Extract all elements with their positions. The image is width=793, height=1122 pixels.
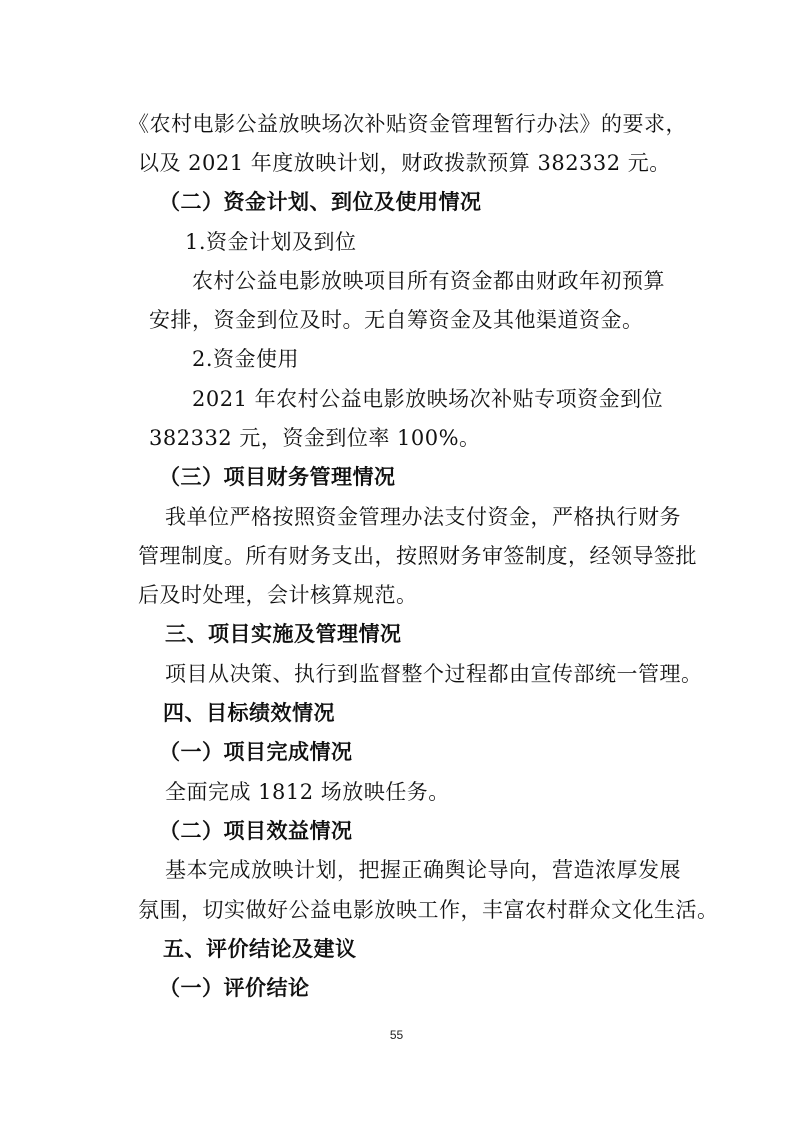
sub-item-heading: 2.资金使用 [192,347,300,371]
body-text-line: 以及 2021 年度放映计划，财政拨款预算 382332 元。 [138,151,671,175]
subsection-heading: （一）项目完成情况 [159,740,353,764]
subsection-heading: （一）评价结论 [159,976,310,1000]
body-text-line: 全面完成 1812 场放映任务。 [165,780,450,804]
page-number: 55 [389,1028,404,1042]
section-heading: 五、评价结论及建议 [163,937,357,961]
body-text-line: 我单位严格按照资金管理办法支付资金，严格执行财务 [165,505,681,529]
section-heading: 三、项目实施及管理情况 [165,622,402,646]
subsection-heading: （二）项目效益情况 [159,819,353,843]
body-text-line: 382332 元，资金到位率 100%。 [149,426,481,450]
subsection-heading: （三）项目财务管理情况 [159,465,396,489]
body-text-line: 2021 年农村公益电影放映场次补贴专项资金到位 [192,387,664,411]
sub-item-heading: 1.资金计划及到位 [185,230,357,254]
body-text-line: 基本完成放映计划，把握正确舆论导向，营造浓厚发展 [165,858,681,882]
body-text-line: 农村公益电影放映项目所有资金都由财政年初预算 [192,269,665,293]
body-text-line: 安排，资金到位及时。无自筹资金及其他渠道资金。 [149,308,644,332]
body-text-line: 《农村电影公益放映场次补贴资金管理暂行办法》的要求， [128,112,687,136]
body-text-line: 项目从决策、执行到监督整个过程都由宣传部统一管理。 [165,662,703,686]
section-heading: 四、目标绩效情况 [163,701,335,725]
body-text-line: 管理制度。所有财务支出，按照财务审签制度，经领导签批 [138,544,697,568]
body-text-line: 后及时处理，会计核算规范。 [138,583,418,607]
body-text-line: 氛围，切实做好公益电影放映工作，丰富农村群众文化生活。 [138,898,719,922]
subsection-heading: （二）资金计划、到位及使用情况 [159,190,482,214]
